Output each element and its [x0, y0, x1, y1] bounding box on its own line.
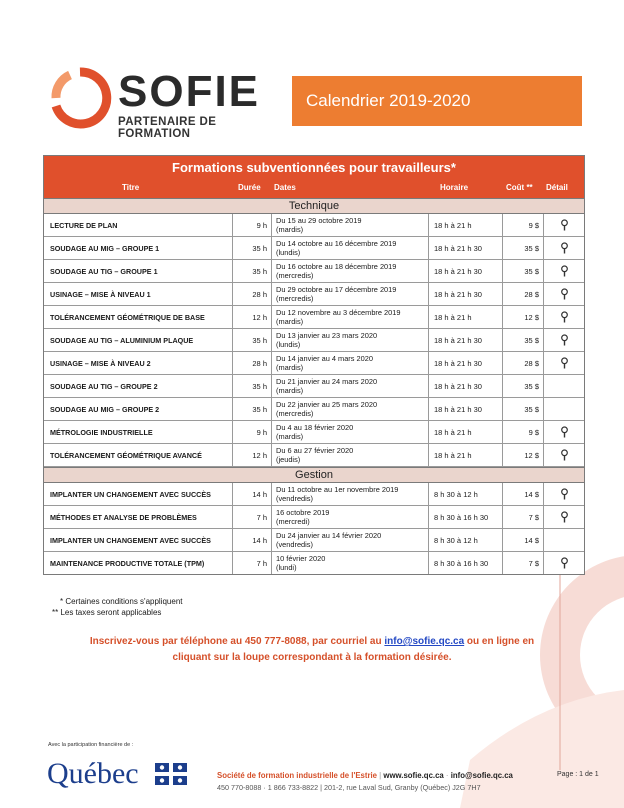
- course-dates: [272, 421, 429, 443]
- table-row: [44, 552, 584, 574]
- course-detail-cell: [544, 352, 584, 374]
- note-conditions: * Certaines conditions s'appliquent: [60, 597, 183, 606]
- course-title: SOUDAGE AU MIG – GROUPE 1: [44, 237, 233, 259]
- course-cost: 12 $: [503, 306, 544, 328]
- course-dates-days: (jeudis): [276, 455, 301, 464]
- course-title: TOLÉRANCEMENT GÉOMÉTRIQUE AVANCÉ: [44, 444, 233, 466]
- course-title: MÉTHODES ET ANALYSE DE PROBLÈMES: [44, 506, 233, 528]
- footer-separator: |: [379, 771, 382, 780]
- course-title: SOUDAGE AU TIG – GROUPE 1: [44, 260, 233, 282]
- course-schedule: 8 h 30 à 12 h: [429, 529, 503, 551]
- quebec-logo-text: Québec: [47, 757, 139, 790]
- magnifier-icon[interactable]: [560, 511, 569, 523]
- course-schedule: 8 h 30 à 16 h 30: [429, 506, 503, 528]
- footer-separator-dot: ·: [445, 771, 449, 780]
- table-row: [44, 214, 584, 237]
- course-detail-cell: [544, 306, 584, 328]
- course-schedule: 18 h à 21 h: [429, 214, 503, 236]
- course-dates: [272, 506, 429, 528]
- logo-name: SOFIE: [118, 67, 261, 116]
- course-duration: 12 h: [233, 306, 272, 328]
- course-cost: 28 $: [503, 352, 544, 374]
- course-cost: 35 $: [503, 398, 544, 420]
- col-duration: Durée: [238, 183, 261, 192]
- table-row: [44, 444, 584, 467]
- course-cost: 28 $: [503, 283, 544, 305]
- course-dates-range: Du 6 au 27 février 2020: [276, 445, 354, 455]
- course-dates-days: (mardis): [276, 225, 304, 234]
- section-band: Gestion: [44, 467, 584, 483]
- course-dates-range: Du 16 octobre au 18 décembre 2019: [276, 261, 397, 271]
- footer-website[interactable]: www.sofie.qc.ca: [383, 771, 444, 780]
- course-cost: 35 $: [503, 260, 544, 282]
- course-dates-range: Du 24 janvier au 14 février 2020: [276, 530, 382, 540]
- table-row: [44, 375, 584, 398]
- course-title: TOLÉRANCEMENT GÉOMÉTRIQUE DE BASE: [44, 306, 233, 328]
- course-dates: [272, 375, 429, 397]
- course-dates: [272, 306, 429, 328]
- footer-org: Société de formation industrielle de l'Estrie: [217, 771, 377, 780]
- course-dates: [272, 260, 429, 282]
- course-schedule: 18 h à 21 h: [429, 306, 503, 328]
- magnifier-icon[interactable]: [560, 265, 569, 277]
- course-schedule: 18 h à 21 h 30: [429, 352, 503, 374]
- cta-line2: cliquant sur la loupe correspondant à la formation désirée.: [172, 652, 452, 663]
- course-title: MÉTROLOGIE INDUSTRIELLE: [44, 421, 233, 443]
- registration-cta: [60, 634, 564, 666]
- course-dates-days: (vendredis): [276, 494, 313, 503]
- course-cost: 7 $: [503, 552, 544, 574]
- course-dates: [272, 483, 429, 505]
- magnifier-icon[interactable]: [560, 357, 569, 369]
- table-header: [44, 156, 584, 198]
- table-body: [44, 198, 584, 574]
- col-cost: Coût **: [506, 183, 533, 192]
- course-detail-cell: [544, 483, 584, 505]
- footer-email[interactable]: info@sofie.qc.ca: [450, 771, 513, 780]
- course-title: LECTURE DE PLAN: [44, 214, 233, 236]
- course-duration: 12 h: [233, 444, 272, 466]
- course-dates-days: (lundis): [276, 340, 301, 349]
- course-detail-cell: [544, 398, 584, 420]
- course-dates-days: (mercredis): [276, 294, 314, 303]
- course-dates-days: (lundi): [276, 563, 297, 572]
- course-detail-cell: [544, 375, 584, 397]
- course-detail-cell: [544, 237, 584, 259]
- magnifier-icon[interactable]: [560, 488, 569, 500]
- course-title: IMPLANTER UN CHANGEMENT AVEC SUCCÈS: [44, 529, 233, 551]
- training-table: [43, 155, 585, 575]
- course-dates-range: Du 29 octobre au 17 décembre 2019: [276, 284, 397, 294]
- course-schedule: 18 h à 21 h 30: [429, 237, 503, 259]
- note-taxes: ** Les taxes seront applicables: [52, 608, 162, 617]
- course-duration: 9 h: [233, 421, 272, 443]
- course-dates: [272, 529, 429, 551]
- course-schedule: 8 h 30 à 16 h 30: [429, 552, 503, 574]
- course-duration: 7 h: [233, 506, 272, 528]
- quebec-flag-icon: [155, 763, 187, 785]
- course-detail-cell: [544, 260, 584, 282]
- course-dates-range: Du 11 octobre au 1er novembre 2019: [276, 484, 399, 494]
- course-title: USINAGE – MISE À NIVEAU 2: [44, 352, 233, 374]
- course-dates: [272, 283, 429, 305]
- table-row: [44, 398, 584, 421]
- col-title: Titre: [122, 183, 140, 192]
- course-cost: 35 $: [503, 375, 544, 397]
- magnifier-icon[interactable]: [560, 311, 569, 323]
- course-cost: 35 $: [503, 237, 544, 259]
- course-duration: 28 h: [233, 283, 272, 305]
- course-detail-cell: [544, 552, 584, 574]
- course-dates-range: Du 22 janvier au 25 mars 2020: [276, 399, 378, 409]
- course-title: USINAGE – MISE À NIVEAU 1: [44, 283, 233, 305]
- magnifier-icon[interactable]: [560, 288, 569, 300]
- logo-subtitle: PARTENAIRE DE FORMATION: [118, 116, 217, 140]
- course-dates: [272, 237, 429, 259]
- course-duration: 35 h: [233, 375, 272, 397]
- course-cost: 12 $: [503, 444, 544, 466]
- course-duration: 14 h: [233, 483, 272, 505]
- course-duration: 35 h: [233, 329, 272, 351]
- course-dates-range: Du 4 au 18 février 2020: [276, 422, 354, 432]
- table-title: Formations subventionnées pour travailleurs*: [172, 160, 456, 175]
- calendar-title: Calendrier 2019-2020: [292, 76, 582, 126]
- course-dates-range: Du 13 janvier au 23 mars 2020: [276, 330, 378, 340]
- magnifier-icon[interactable]: [560, 219, 569, 231]
- magnifier-icon[interactable]: [560, 426, 569, 438]
- course-dates-days: (mercredis): [276, 271, 314, 280]
- column-headers: [44, 180, 584, 198]
- table-row: [44, 506, 584, 529]
- table-row: [44, 283, 584, 306]
- course-cost: 14 $: [503, 529, 544, 551]
- cta-part1: Inscrivez-vous par téléphone au 450 777-8088, par courriel au: [89, 636, 385, 647]
- col-detail: Détail: [546, 183, 568, 192]
- magnifier-icon[interactable]: [560, 242, 569, 254]
- course-detail-cell: [544, 214, 584, 236]
- table-row: [44, 329, 584, 352]
- course-dates-days: (mercredis): [276, 409, 314, 418]
- course-detail-cell: [544, 529, 584, 551]
- course-dates-range: Du 14 janvier au 4 mars 2020: [276, 353, 373, 363]
- cta-part2: ou en ligne en: [464, 636, 535, 647]
- course-schedule: 18 h à 21 h 30: [429, 375, 503, 397]
- course-dates-range: 10 février 2020: [276, 553, 326, 563]
- course-dates: [272, 352, 429, 374]
- course-cost: 14 $: [503, 483, 544, 505]
- course-dates-days: (mardis): [276, 363, 304, 372]
- course-dates-days: (mercredi): [276, 517, 310, 526]
- course-duration: 7 h: [233, 552, 272, 574]
- course-detail-cell: [544, 421, 584, 443]
- footer-address: 450 770-8088 · 1 866 733-8822 | 201-2, rue Laval Sud, Granby (Québec) J2G 7H7: [217, 783, 481, 792]
- course-dates-days: (mardis): [276, 317, 304, 326]
- course-dates: [272, 214, 429, 236]
- table-row: [44, 529, 584, 552]
- table-row: [44, 306, 584, 329]
- page-number: Page : 1 de 1: [557, 771, 599, 778]
- col-dates: Dates: [274, 183, 296, 192]
- course-detail-cell: [544, 444, 584, 466]
- course-detail-cell: [544, 329, 584, 351]
- course-dates: [272, 552, 429, 574]
- course-duration: 14 h: [233, 529, 272, 551]
- table-row: [44, 237, 584, 260]
- course-cost: 9 $: [503, 214, 544, 236]
- course-dates: [272, 329, 429, 351]
- course-dates-range: Du 21 janvier au 24 mars 2020: [276, 376, 378, 386]
- course-dates-range: Du 12 novembre au 3 décembre 2019: [276, 307, 401, 317]
- course-duration: 28 h: [233, 352, 272, 374]
- course-duration: 35 h: [233, 237, 272, 259]
- section-band: Technique: [44, 198, 584, 214]
- magnifier-icon[interactable]: [560, 449, 569, 461]
- sofie-logo-icon: [48, 66, 114, 130]
- course-cost: 7 $: [503, 506, 544, 528]
- table-row: [44, 352, 584, 375]
- course-detail-cell: [544, 506, 584, 528]
- course-schedule: 18 h à 21 h 30: [429, 398, 503, 420]
- course-dates: [272, 444, 429, 466]
- course-title: SOUDAGE AU TIG – ALUMINIUM PLAQUE: [44, 329, 233, 351]
- course-dates-days: (vendredis): [276, 540, 313, 549]
- support-label: Avec la participation financière de :: [48, 742, 134, 748]
- course-cost: 35 $: [503, 329, 544, 351]
- table-row: [44, 421, 584, 444]
- course-dates-range: Du 15 au 29 octobre 2019: [276, 215, 362, 225]
- col-schedule: Horaire: [440, 183, 469, 192]
- course-title: SOUDAGE AU TIG – GROUPE 2: [44, 375, 233, 397]
- table-row: [44, 260, 584, 283]
- course-title: MAINTENANCE PRODUCTIVE TOTALE (TPM): [44, 552, 233, 574]
- sofie-logo: [48, 66, 278, 140]
- course-cost: 9 $: [503, 421, 544, 443]
- course-duration: 9 h: [233, 214, 272, 236]
- table-row: [44, 483, 584, 506]
- course-dates-days: (lundis): [276, 248, 301, 257]
- course-schedule: 8 h 30 à 12 h: [429, 483, 503, 505]
- footer-org-line: [217, 771, 513, 780]
- course-title: SOUDAGE AU MIG – GROUPE 2: [44, 398, 233, 420]
- course-schedule: 18 h à 21 h 30: [429, 283, 503, 305]
- course-dates: [272, 398, 429, 420]
- course-schedule: 18 h à 21 h 30: [429, 260, 503, 282]
- course-dates-days: (mardis): [276, 432, 304, 441]
- course-duration: 35 h: [233, 260, 272, 282]
- cta-email-link[interactable]: info@sofie.qc.ca: [384, 636, 465, 647]
- footnotes: [52, 596, 183, 618]
- magnifier-icon[interactable]: [560, 334, 569, 346]
- magnifier-icon[interactable]: [560, 557, 569, 569]
- course-schedule: 18 h à 21 h: [429, 421, 503, 443]
- course-detail-cell: [544, 283, 584, 305]
- course-schedule: 18 h à 21 h: [429, 444, 503, 466]
- course-duration: 35 h: [233, 398, 272, 420]
- course-dates-days: (mardis): [276, 386, 304, 395]
- course-dates-range: Du 14 octobre au 16 décembre 2019: [276, 238, 397, 248]
- course-schedule: 18 h à 21 h 30: [429, 329, 503, 351]
- course-dates-range: 16 octobre 2019: [276, 507, 330, 517]
- course-title: IMPLANTER UN CHANGEMENT AVEC SUCCÈS: [44, 483, 233, 505]
